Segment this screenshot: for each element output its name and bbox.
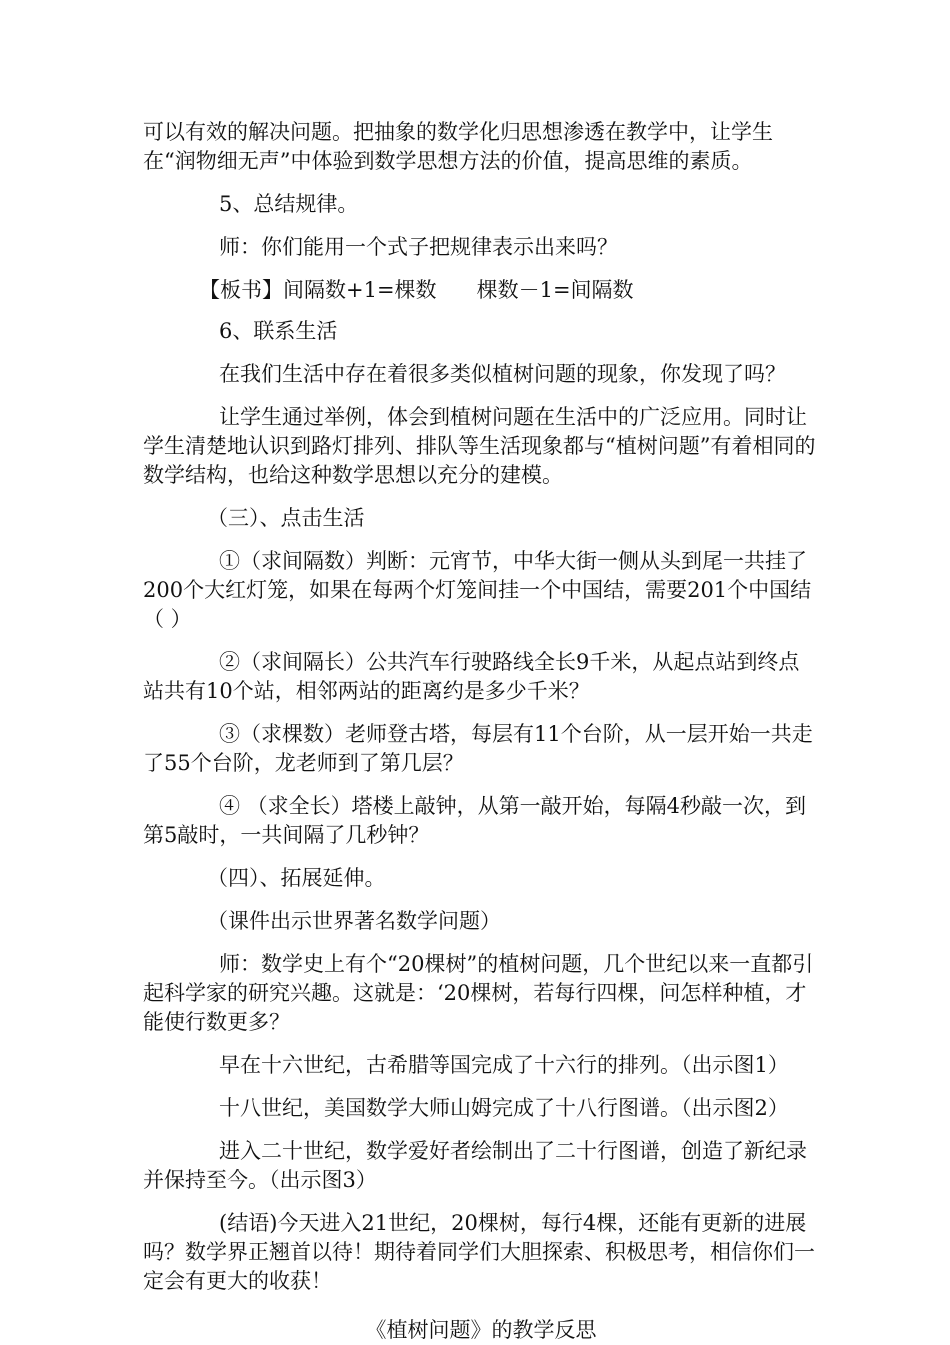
reflection-title: 《植树问题》的教学反思 bbox=[365, 1318, 597, 1342]
exercise-1: ①（求间隔数）判断：元宵节，中华大街一侧从头到尾一共挂了200个大红灯笼，如果在每两个灯笼间挂一个中国结，需要201个中国结（ ） bbox=[143, 549, 812, 631]
paragraph-twenty-trees: 师：数学史上有个“20棵树”的植树问题，几个世纪以来一直都引起科学家的研究兴趣。这就是：‘20棵树，若每行四棵，问怎样种植，才能使行数更多？ bbox=[143, 952, 814, 1034]
paragraph-sixteenth-century: 早在十六世纪，古希腊等国完成了十六行的排列。（出示图1） bbox=[219, 1053, 789, 1077]
exercise-4: ④ （求全长）塔楼上敲钟，从第一敲开始，每隔4秒敲一次，到第5敲时，一共间隔了几秒钟？ bbox=[143, 794, 807, 847]
paragraph-conclusion: (结语)今天进入21世纪，20棵树，每行4棵，还能有更新的进展吗？数学界正翘首以待！期待着同学们大胆探索、积极思考，相信你们一定会有更大的收获！ bbox=[143, 1211, 815, 1293]
blackboard-formula: 【板书】间隔数+1=棵数 棵数－1=间隔数 bbox=[199, 278, 634, 302]
exercise-3: ③（求棵数）老师登古塔，每层有11个台阶，从一层开始一共走了55个台阶，龙老师到了第几层？ bbox=[143, 722, 813, 775]
heading-summarize-rule: 5、总结规律。 bbox=[219, 192, 359, 216]
document-body bbox=[143, 118, 819, 1345]
paragraph-eighteenth-century: 十八世纪，美国数学大师山姆完成了十八行图谱。（出示图2） bbox=[219, 1096, 789, 1120]
paragraph-courseware-note: （课件出示世界著名数学问题） bbox=[207, 909, 501, 933]
paragraph-teacher-question: 师：你们能用一个式子把规律表示出来吗？ bbox=[219, 235, 618, 259]
exercise-2: ②（求间隔长）公共汽车行驶路线全长9千米，从起点站到终点站共有10个站，相邻两站的距离约是多少千米？ bbox=[143, 650, 800, 703]
heading-section-three: （三）、点击生活 bbox=[207, 506, 365, 530]
paragraph-life-application: 让学生通过举例，体会到植树问题在生活中的广泛应用。同时让学生清楚地认识到路灯排列、排队等生活现象都与“植树问题”有着相同的数学结构，也给这种数学思想以充分的建模。 bbox=[143, 405, 816, 487]
paragraph-twentieth-century: 进入二十世纪，数学爱好者绘制出了二十行图谱，创造了新纪录并保持至今。（出示图3） bbox=[143, 1139, 807, 1192]
paragraph-intro: 可以有效的解决问题。把抽象的数学化归思想渗透在教学中，让学生在“润物细无声”中体验到数学思想方法的价值，提高思维的素质。 bbox=[143, 120, 773, 173]
heading-section-four: （四）、拓展延伸。 bbox=[207, 866, 386, 890]
heading-connect-life: 6、联系生活 bbox=[219, 319, 338, 343]
paragraph-life-question: 在我们生活中存在着很多类似植树问题的现象，你发现了吗？ bbox=[219, 362, 786, 386]
